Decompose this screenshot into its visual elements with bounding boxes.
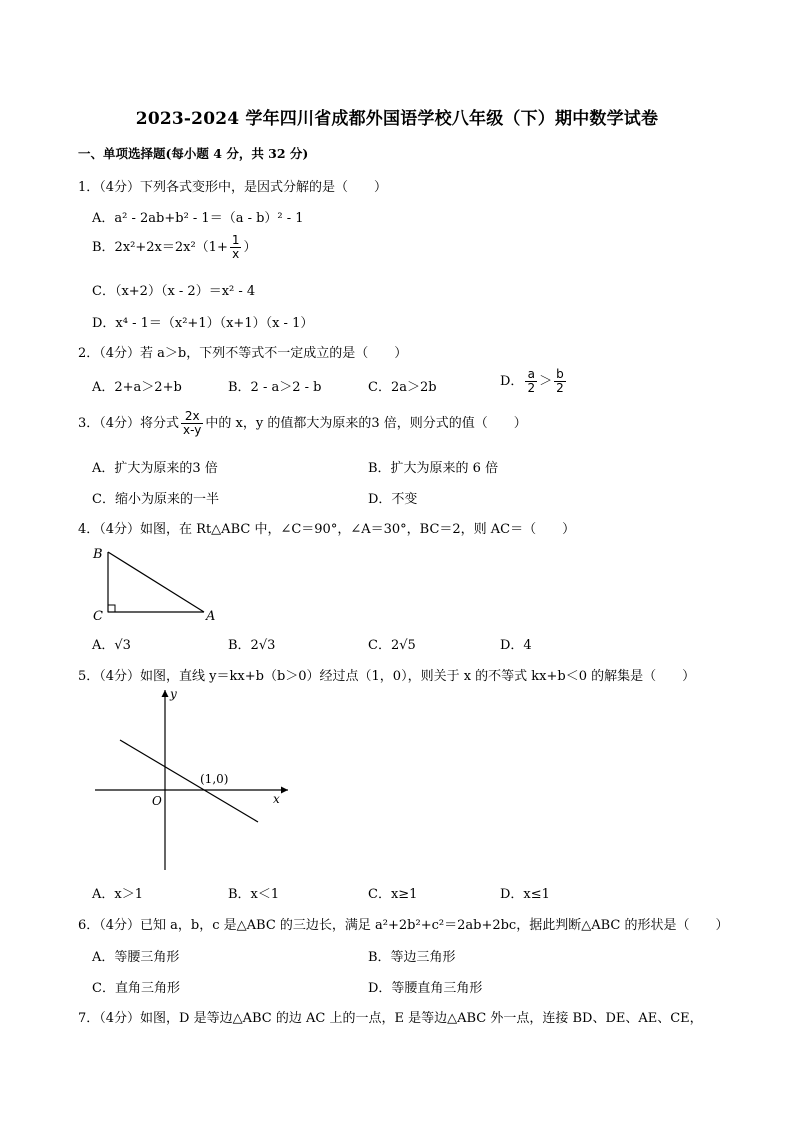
q5-option-d: D．x≤1 xyxy=(500,887,550,902)
question-1-stem: 1．（4分）下列各式变形中，是因式分解的是（ ） xyxy=(78,180,388,195)
fraction-numerator: 2x xyxy=(181,410,203,424)
vertex-label-b: B xyxy=(93,547,103,562)
q5-graph-figure xyxy=(90,685,300,875)
q2-option-b: B．2 - a＞2 - b xyxy=(228,380,322,395)
fraction-numerator: 1 xyxy=(231,233,240,247)
q2-option-d-operator: ＞ xyxy=(539,374,553,390)
q1-option-b xyxy=(92,234,257,261)
q4-option-d: D．4 xyxy=(500,638,532,653)
q2-option-a: A．2+a＞2+b xyxy=(92,380,182,395)
triangle-side-ab xyxy=(108,552,204,612)
question-3-stem xyxy=(78,410,527,437)
x-axis-label: x xyxy=(273,792,280,806)
q6-option-d: D．等腰直角三角形 xyxy=(368,981,483,996)
q2-option-d-label: D． xyxy=(500,374,524,390)
fraction-numerator: b xyxy=(554,368,566,382)
q4-option-b: B．2√3 xyxy=(228,638,276,653)
q1-option-a: A．a² - 2ab+b² - 1＝（a - b）² - 1 xyxy=(92,211,304,226)
q1-option-d: D．x⁴ - 1＝（x²+1）（x+1）（x - 1） xyxy=(92,316,314,331)
origin-label: O xyxy=(152,794,162,808)
q3-option-b: B．扩大为原来的 6 倍 xyxy=(368,461,499,476)
q3-option-a: A．扩大为原来的3 倍 xyxy=(92,461,218,476)
q3-option-d: D．不变 xyxy=(368,492,418,507)
q5-option-a: A．x＞1 xyxy=(92,887,143,902)
question-6-stem: 6．（4分）已知 a，b，c 是△ABC 的三边长，满足 a²+2b²+c²＝2ab+2bc，据此判断△ABC 的形状是（ ） xyxy=(78,918,729,933)
q3-stem-fraction xyxy=(181,410,203,437)
line-graph xyxy=(120,740,258,822)
section-heading: 一、单项选择题(每小题 4 分，共 32 分) xyxy=(78,146,309,161)
q1-option-b-fraction xyxy=(230,234,242,261)
question-2-stem: 2．（4分）若 a＞b，下列不等式不一定成立的是（ ） xyxy=(78,346,408,361)
fraction-numerator: a xyxy=(525,368,537,382)
vertex-label-a: A xyxy=(206,609,216,624)
q3-option-c: C．缩小为原来的一半 xyxy=(92,492,219,507)
q1-option-b-tail: ） xyxy=(243,240,257,256)
fraction-denominator: x xyxy=(232,247,240,262)
q6-option-b: B．等边三角形 xyxy=(368,950,456,965)
right-angle-mark xyxy=(108,605,115,612)
vertex-label-c: C xyxy=(93,609,103,624)
fraction-denominator: 2 xyxy=(556,381,564,396)
q6-option-a: A．等腰三角形 xyxy=(92,950,180,965)
q2-fraction-left xyxy=(525,368,537,395)
q4-option-c: C．2√5 xyxy=(368,638,416,653)
q5-option-b: B．x＜1 xyxy=(228,887,280,902)
q2-fraction-right xyxy=(554,368,566,395)
exam-title: 2023-2024 学年四川省成都外国语学校八年级（下）期中数学试卷 xyxy=(135,109,659,129)
intercept-point-label: (1,0) xyxy=(200,772,229,786)
q5-option-c: C．x≥1 xyxy=(368,887,418,902)
question-4-stem: 4．（4分）如图，在 Rt△ABC 中，∠C＝90°，∠A＝30°，BC＝2，则 AC＝（ ） xyxy=(78,522,576,537)
q4-triangle-figure xyxy=(88,542,228,624)
question-5-stem: 5．（4分）如图，直线 y＝kx+b（b＞0）经过点（1，0），则关于 x 的不等式 kx+b＜0 的解集是（ ） xyxy=(78,669,696,684)
q3-stem-suffix: 中的 x，y 的值都大为原来的3 倍，则分式的值（ ） xyxy=(205,416,527,432)
fraction-denominator: 2 xyxy=(527,381,536,396)
q1-option-b-text: B．2x²+2x＝2x²（1+ xyxy=(92,240,228,256)
q4-option-a: A．√3 xyxy=(92,638,131,653)
y-axis-label: y xyxy=(170,687,177,701)
fraction-denominator: x-y xyxy=(183,423,202,438)
question-7-stem: 7．（4分）如图，D 是等边△ABC 的边 AC 上的一点，E 是等边△ABC 外一点，连接 BD、DE、AE、CE， xyxy=(78,1011,703,1026)
q6-option-c: C．直角三角形 xyxy=(92,981,180,996)
q2-option-d xyxy=(500,368,568,395)
q2-option-c: C．2a＞2b xyxy=(368,380,437,395)
q1-option-c: C．（x+2）（x - 2）＝x² - 4 xyxy=(92,284,256,299)
q3-stem-prefix: 3．（4分）将分式 xyxy=(78,416,180,432)
